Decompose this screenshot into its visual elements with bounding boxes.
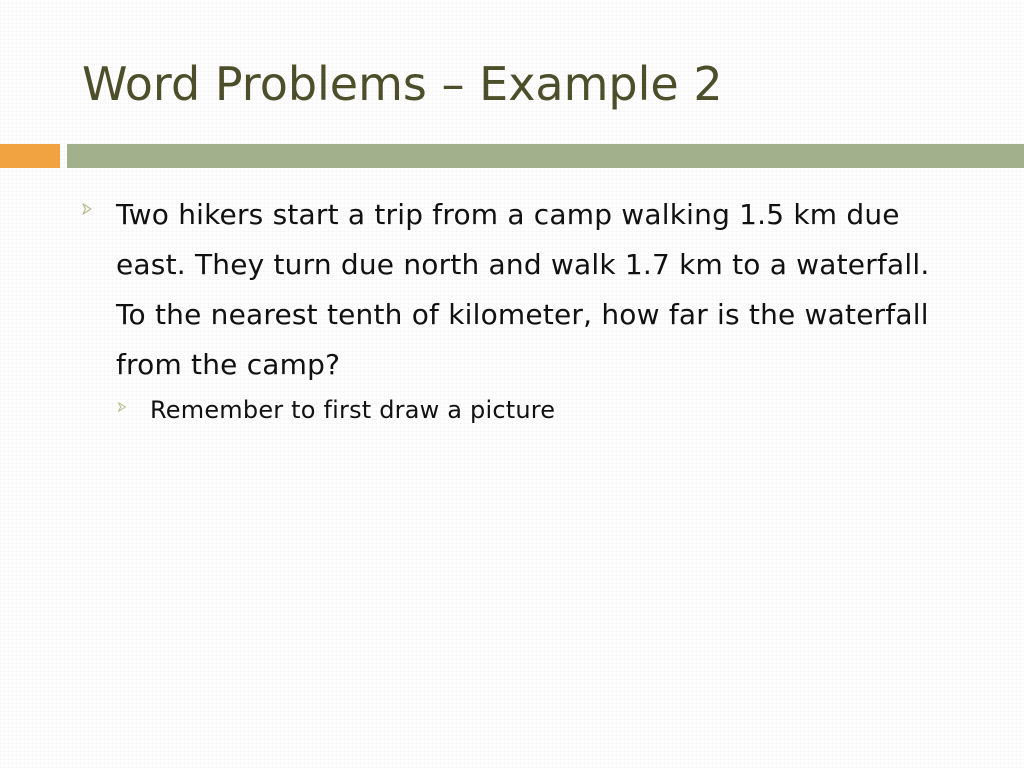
chevron-arrow-right-icon	[80, 202, 94, 216]
slide-content	[80, 190, 980, 430]
sub-bullet-item	[116, 390, 980, 430]
accent-bar-orange	[0, 144, 60, 168]
bullet-text: Two hikers start a trip from a camp walking 1.5 km due east. They turn due north and walk 1.7 km to a waterfall. To the nearest tenth of kilometer, how far is the waterfall from the camp?	[116, 198, 930, 381]
slide-title: Word Problems – Example 2	[82, 57, 723, 111]
chevron-arrow-right-icon	[116, 401, 128, 413]
bullet-item	[80, 190, 980, 390]
sub-bullet-text: Remember to first draw a picture	[150, 396, 556, 424]
accent-bar-green	[67, 144, 1024, 168]
